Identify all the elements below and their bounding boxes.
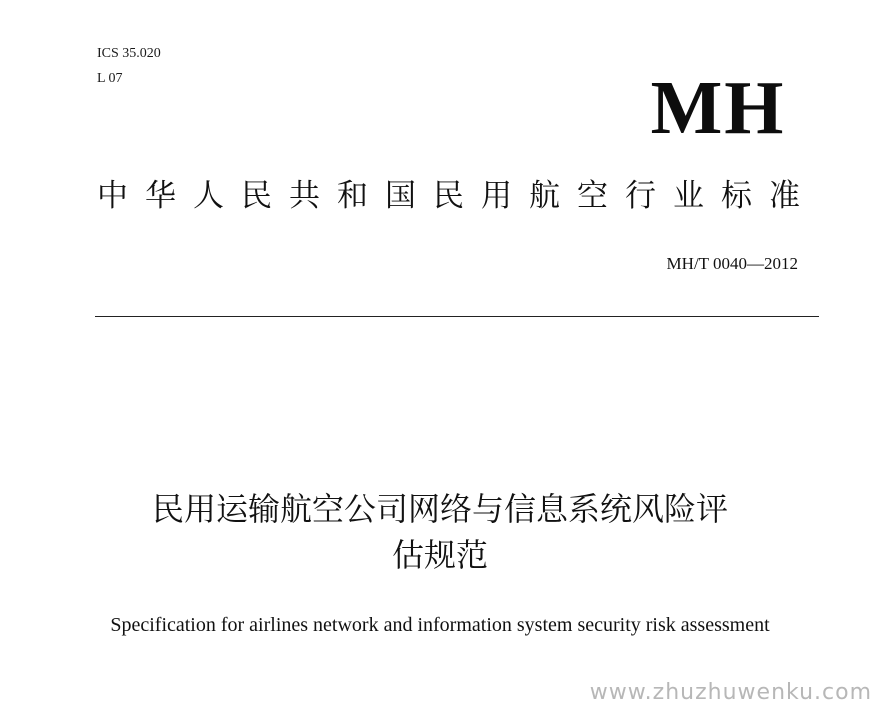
watermark-url: www.zhuzhuwenku.com	[589, 680, 872, 705]
english-title: Specification for airlines network and information system security risk assessment	[110, 614, 770, 636]
chinese-title	[60, 486, 820, 578]
chinese-title-line-2: 估规范	[391, 536, 488, 574]
header-divider	[95, 316, 819, 317]
ics-code: ICS 35.020	[97, 46, 161, 61]
classification-code: L 07	[97, 71, 123, 86]
standard-type-heading: 中华人民共和国民用航空行业标准	[97, 178, 817, 214]
standard-number: MH/T 0040—2012	[666, 254, 798, 273]
chinese-title-line-1: 民用运输航空公司网络与信息系统风险评	[151, 490, 728, 528]
mh-logo: MH	[650, 66, 786, 150]
